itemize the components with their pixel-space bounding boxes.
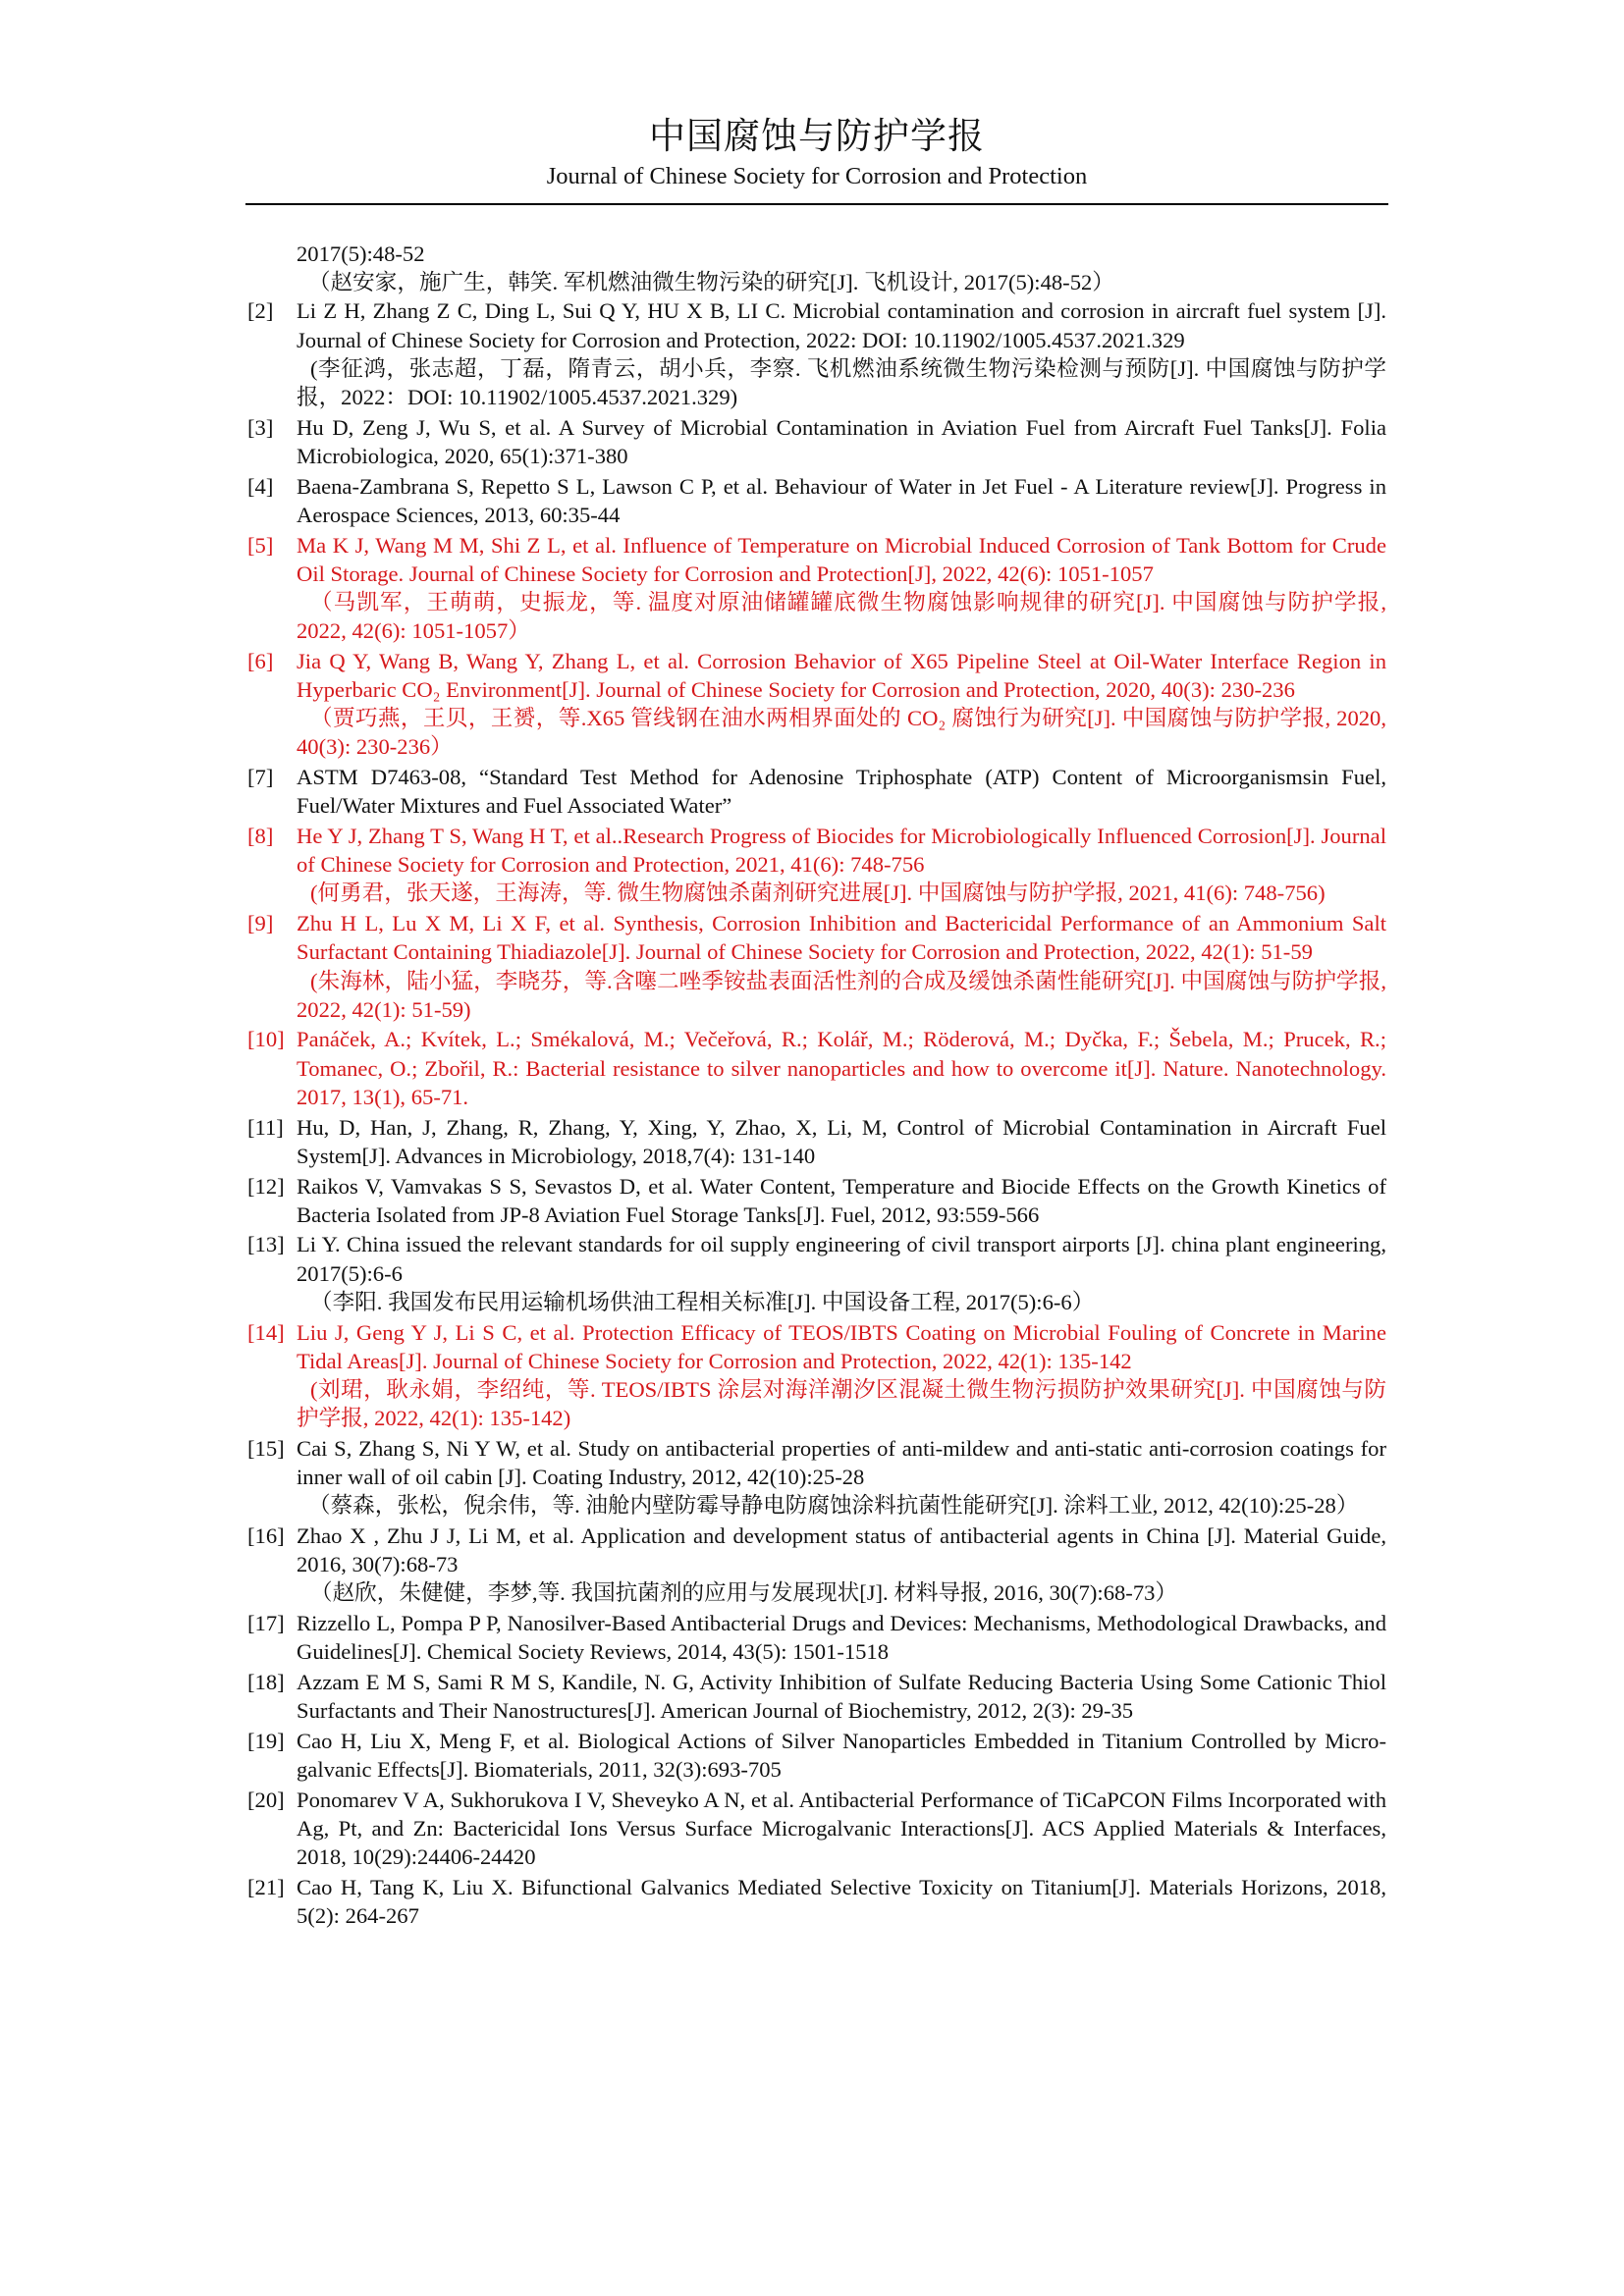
reference-number: [18] xyxy=(247,1669,285,1694)
reference-item-3 xyxy=(247,413,1386,470)
reference-item-20 xyxy=(247,1786,1386,1872)
reference-number: [21] xyxy=(247,1874,285,1899)
reference-number: [3] xyxy=(247,414,274,440)
reference-item-8 xyxy=(247,822,1386,908)
page-header xyxy=(245,114,1388,192)
reference-text-en: Raikos V, Vamvakas S S, Sevastos D, et al. Water Content, Temperature and Biocide Effects on the Growth Kinetics of Bacteria Isolated from JP-8 Aviation Fuel Storage Tanks[J]. Fuel, 2012, 93:559-566 xyxy=(297,1173,1386,1227)
reference-number: [8] xyxy=(247,824,274,849)
reference-item-15 xyxy=(247,1434,1386,1521)
reference-continuation-en: 2017(5):48-52 xyxy=(297,241,425,266)
reference-text-cn: （蔡森，张松，倪余伟，等. 油舱内壁防霉导静电防腐蚀涂料抗菌性能研究[J]. 涂料工业, 2012, 42(10):25-28） xyxy=(308,1493,1359,1519)
journal-title-cn: 中国腐蚀与防护学报 xyxy=(649,117,985,157)
reference-continuation xyxy=(247,240,1386,296)
reference-text-en: Panáček, A.; Kvítek, L.; Smékalová, M.; Večeřová, R.; Kolář, M.; Röderová, M.; Dyčka, F.; Šebela, M.; Prucek, R.; Tomanec, O.; Zbořil, R.: Bacterial resistance to silver nanoparticles and how to overcome it[J]. Nature. Nanotechnology. 2017, 13(1), 65-71. xyxy=(297,1027,1386,1109)
reference-number: [20] xyxy=(247,1787,285,1812)
reference-text-en: Li Z H, Zhang Z C, Ding L, Sui Q Y, HU X B, LI C. Microbial contamination and corrosion in aircraft fuel system [J]. Journal of Chinese Society for Corrosion and Protection, 2022: DOI: 10.11902/1005.4537.2021.329 xyxy=(297,298,1386,352)
reference-number: [12] xyxy=(247,1173,285,1199)
reference-number: [9] xyxy=(247,911,274,936)
reference-item-7 xyxy=(247,763,1386,820)
reference-number: [5] xyxy=(247,532,274,558)
reference-text-en: Ponomarev V A, Sukhorukova I V, Sheveyko A N, et al. Antibacterial Performance of TiCaPCON Films Incorporated with Ag, Pt, and Zn: Bactericidal Ions Versus Surface Microgalvanic Interactions[J]. ACS Applied Materials & Interfaces, 2018, 10(29):24406-24420 xyxy=(297,1787,1386,1870)
reference-item-5 xyxy=(247,531,1386,646)
reference-number: [13] xyxy=(247,1232,285,1257)
reference-text-cn: （李阳. 我国发布民用运输机场供油工程相关标准[J]. 中国设备工程, 2017(5):6-6） xyxy=(310,1289,1095,1314)
reference-item-13 xyxy=(247,1230,1386,1316)
reference-number: [16] xyxy=(247,1522,285,1548)
reference-text-en: ASTM D7463-08, “Standard Test Method for Adenosine Triphosphate (ATP) Content of Microorganismsin Fuel, Fuel/Water Mixtures and Fuel Associated Water” xyxy=(297,765,1386,819)
reference-text-en: Liu J, Geng Y J, Li S C, et al. Protection Efficacy of TEOS/IBTS Coating on Microbial Fouling of Concrete in Marine Tidal Areas[J]. Journal of Chinese Society for Corrosion and Protection, 2022, 42(1): 135-142 xyxy=(297,1319,1386,1373)
reference-text-en: Zhu H L, Lu X M, Li X F, et al. Synthesis, Corrosion Inhibition and Bactericidal Performance of an Ammonium Salt Surfactant Containing Thiadiazole[J]. Journal of Chinese Society for Corrosion and Protection, 2022, 42(1): 51-59 xyxy=(297,911,1386,965)
reference-text-en: Zhao X , Zhu J J, Li M, et al. Application and development status of antibacterial agents in China [J]. Material Guide, 2016, 30(7):68-73 xyxy=(297,1522,1386,1577)
reference-item-6 xyxy=(247,647,1386,762)
reference-text-en: Ma K J, Wang M M, Shi Z L, et al. Influence of Temperature on Microbial Induced Corrosion of Tank Bottom for Crude Oil Storage. Journal of Chinese Society for Corrosion and Protection[J], 2022, 42(6): 1051-1057 xyxy=(297,532,1386,586)
reference-text-en: Cai S, Zhang S, Ni Y W, et al. Study on antibacterial properties of anti-mildew and anti-static anti-corrosion coatings for inner wall of oil cabin [J]. Coating Industry, 2012, 42(10):25-28 xyxy=(297,1435,1386,1490)
reference-item-4 xyxy=(247,472,1386,529)
reference-number: [2] xyxy=(247,298,274,324)
reference-text-en: Rizzello L, Pompa P P, Nanosilver-Based Antibacterial Drugs and Devices: Mechanisms, Methodological Drawbacks, and Guidelines[J]. Chemical Society Reviews, 2014, 43(5): 1501-1518 xyxy=(297,1611,1386,1665)
reference-number: [7] xyxy=(247,765,274,790)
reference-number: [11] xyxy=(247,1114,284,1140)
reference-text-cn: (何勇君，张天遂，王海涛，等. 微生物腐蚀杀菌剂研究进展[J]. 中国腐蚀与防护学报, 2021, 41(6): 748-756) xyxy=(310,881,1326,906)
reference-number: [17] xyxy=(247,1611,285,1636)
reference-continuation-cn: （赵安家，施广生，韩笑. 军机燃油微生物污染的研究[J]. 飞机设计, 2017(5):48-52） xyxy=(308,270,1114,295)
reference-item-9 xyxy=(247,909,1386,1024)
reference-number: [14] xyxy=(247,1319,285,1345)
reference-item-16 xyxy=(247,1522,1386,1608)
reference-text-en: Hu D, Zeng J, Wu S, et al. A Survey of Microbial Contamination in Aviation Fuel from Aircraft Fuel Tanks[J]. Folia Microbiologica, 2020, 65(1):371-380 xyxy=(297,414,1386,468)
reference-number: [6] xyxy=(247,648,274,673)
reference-text-en: Baena-Zambrana S, Repetto S L, Lawson C P, et al. Behaviour of Water in Jet Fuel - A Literature review[J]. Progress in Aerospace Sciences, 2013, 60:35-44 xyxy=(297,473,1386,527)
reference-text-en: Cao H, Liu X, Meng F, et al. Biological Actions of Silver Nanoparticles Embedded in Titanium Controlled by Micro-galvanic Effects[J]. Biomaterials, 2011, 32(3):693-705 xyxy=(297,1728,1386,1783)
reference-text-en: Cao H, Tang K, Liu X. Bifunctional Galvanics Mediated Selective Toxicity on Titanium[J]. Materials Horizons, 2018, 5(2): 264-267 xyxy=(297,1874,1386,1929)
reference-text-cn: (刘珺，耿永娟，李绍纯，等. TEOS/IBTS 涂层对海洋潮汐区混凝土微生物污损防护效果研究[J]. 中国腐蚀与防护学报, 2022, 42(1): 135-142) xyxy=(297,1376,1386,1431)
reference-number: [10] xyxy=(247,1027,285,1052)
reference-text-en: Jia Q Y, Wang B, Wang Y, Zhang L, et al. Corrosion Behavior of X65 Pipeline Steel at Oil-Water Interface Region in Hyperbaric CO₂ Environment[J]. Journal of Chinese Society for Corrosion and Protection, 2020, 40(3): 230-236 xyxy=(297,648,1386,703)
header-divider xyxy=(245,203,1388,205)
reference-item-10 xyxy=(247,1025,1386,1111)
reference-item-11 xyxy=(247,1113,1386,1170)
reference-text-cn: (朱海林，陆小猛，李晓芬，等.含噻二唑季铵盐表面活性剂的合成及缓蚀杀菌性能研究[J]. 中国腐蚀与防护学报, 2022, 42(1): 51-59) xyxy=(297,968,1386,1022)
reference-text-en: He Y J, Zhang T S, Wang H T, et al..Research Progress of Biocides for Microbiologically Influenced Corrosion[J]. Journal of Chinese Society for Corrosion and Protection, 2021, 41(6): 748-756 xyxy=(297,824,1386,878)
reference-item-18 xyxy=(247,1668,1386,1725)
reference-item-21 xyxy=(247,1873,1386,1930)
reference-text-cn: （贾巧燕，王贝，王赟，等.X65 管线钢在油水两相界面处的 CO₂ 腐蚀行为研究[J]. 中国腐蚀与防护学报, 2020, 40(3): 230-236） xyxy=(297,706,1386,760)
reference-number: [15] xyxy=(247,1435,285,1461)
reference-text-cn: （马凯军，王萌萌，史振龙，等. 温度对原油储罐罐底微生物腐蚀影响规律的研究[J]. 中国腐蚀与防护学报, 2022, 42(6): 1051-1057） xyxy=(297,589,1386,644)
reference-list xyxy=(247,240,1386,1932)
reference-item-17 xyxy=(247,1609,1386,1666)
reference-text-en: Li Y. China issued the relevant standards for oil supply engineering of civil transport airports [J]. china plant engineering, 2017(5):6-6 xyxy=(297,1232,1386,1286)
reference-item-14 xyxy=(247,1318,1386,1433)
reference-number: [19] xyxy=(247,1728,285,1753)
reference-item-19 xyxy=(247,1727,1386,1784)
reference-item-12 xyxy=(247,1172,1386,1229)
reference-text-cn: (李征鸿，张志超，丁磊，隋青云，胡小兵，李察. 飞机燃油系统微生物污染检测与预防[J]. 中国腐蚀与防护学报，2022：DOI: 10.11902/1005.4537.2021.329) xyxy=(297,355,1386,410)
reference-text-en: Hu, D, Han, J, Zhang, R, Zhang, Y, Xing, Y, Zhao, X, Li, M, Control of Microbial Contamination in Aircraft Fuel System[J]. Advances in Microbiology, 2018,7(4): 131-140 xyxy=(297,1114,1386,1168)
reference-text-en: Azzam E M S, Sami R M S, Kandile, N. G, Activity Inhibition of Sulfate Reducing Bacteria Using Some Cationic Thiol Surfactants and Their Nanostructures[J]. American Journal of Biochemistry, 2012, 2(3): 29-35 xyxy=(297,1669,1386,1724)
journal-title-en: Journal of Chinese Society for Corrosion and Protection xyxy=(546,163,1088,189)
reference-number: [4] xyxy=(247,473,274,499)
reference-item-2 xyxy=(247,296,1386,411)
reference-text-cn: （赵欣，朱健健，李梦,等. 我国抗菌剂的应用与发展现状[J]. 材料导报, 2016, 30(7):68-73） xyxy=(310,1580,1178,1606)
